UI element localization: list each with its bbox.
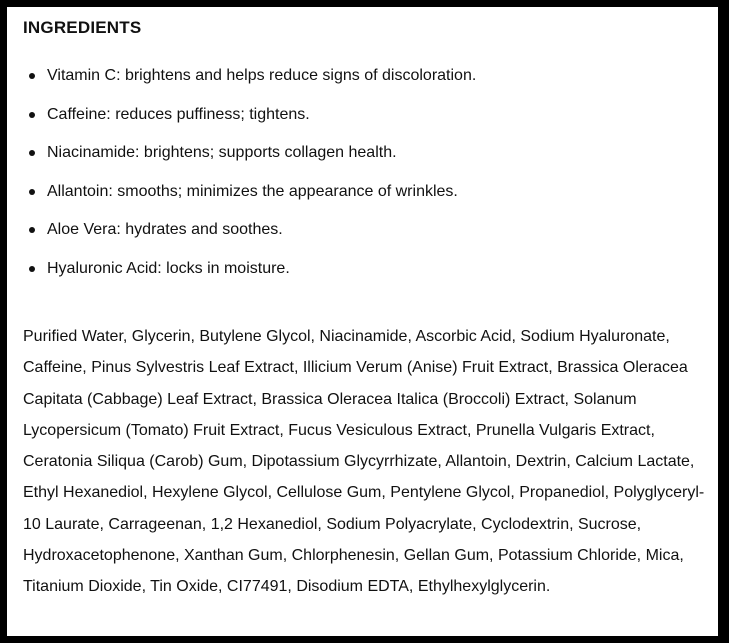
list-item-text: Hyaluronic Acid: locks in moisture. (47, 259, 290, 277)
bullet-icon (29, 266, 35, 272)
bullet-icon (29, 227, 35, 233)
list-item-text: Niacinamide: brightens; supports collagen health. (47, 144, 397, 162)
full-ingredient-list: Purified Water, Glycerin, Butylene Glycol, Niacinamide, Ascorbic Acid, Sodium Hyaluronate, Caffeine, Pinus Sylvestris Leaf Extract, Illicium Verum (Anise) Fruit Extract, Brassica Oleracea Capitata (Cabbage) Leaf Extract, Brassica Oleracea Italica (Broccoli) Extract, Solanum Lycopersicum (Tomato) Fruit Extract, Fucus Vesiculous Extract, Prunella Vulgaris Extract, Ceratonia Siliqua (Carob) Gum, Dipotassium Glycyrrhizate, Allantoin, Dextrin, Calcium Lactate, Ethyl Hexanediol, Hexylene Glycol, Cellulose Gum, Pentylene Glycol, Propanediol, Polyglyceryl-10 Laurate, Carrageenan, 1,2 Hexanediol, Sodium Polyacrylate, Cyclodextrin, Sucrose, Hydroxacetophenone, Xanthan Gum, Chlorphenesin, Gellan Gum, Potassium Chloride, Mica, Titanium Dioxide, Tin Oxide, CI77491, Disodium EDTA, Ethylhexylglycerin. (23, 328, 705, 596)
list-item-text: Aloe Vera: hydrates and soothes. (47, 221, 283, 239)
ingredients-heading: INGREDIENTS (23, 18, 142, 37)
list-item-text: Vitamin C: brightens and helps reduce signs of discoloration. (47, 67, 477, 84)
list-item (23, 65, 703, 87)
list-item-text: Caffeine: reduces puffiness; tightens. (47, 105, 310, 123)
bullet-icon (29, 189, 35, 195)
bullet-icon (29, 112, 35, 118)
bullet-icon (29, 150, 35, 156)
list-item (23, 142, 703, 164)
bullet-icon (29, 73, 35, 79)
list-item (23, 219, 703, 241)
list-item (23, 258, 703, 280)
key-ingredients-list (23, 65, 703, 297)
list-item (23, 104, 703, 126)
list-item (23, 181, 703, 203)
list-item-text: Allantoin: smooths; minimizes the appearance of wrinkles. (47, 182, 458, 200)
ingredients-panel (7, 7, 718, 636)
